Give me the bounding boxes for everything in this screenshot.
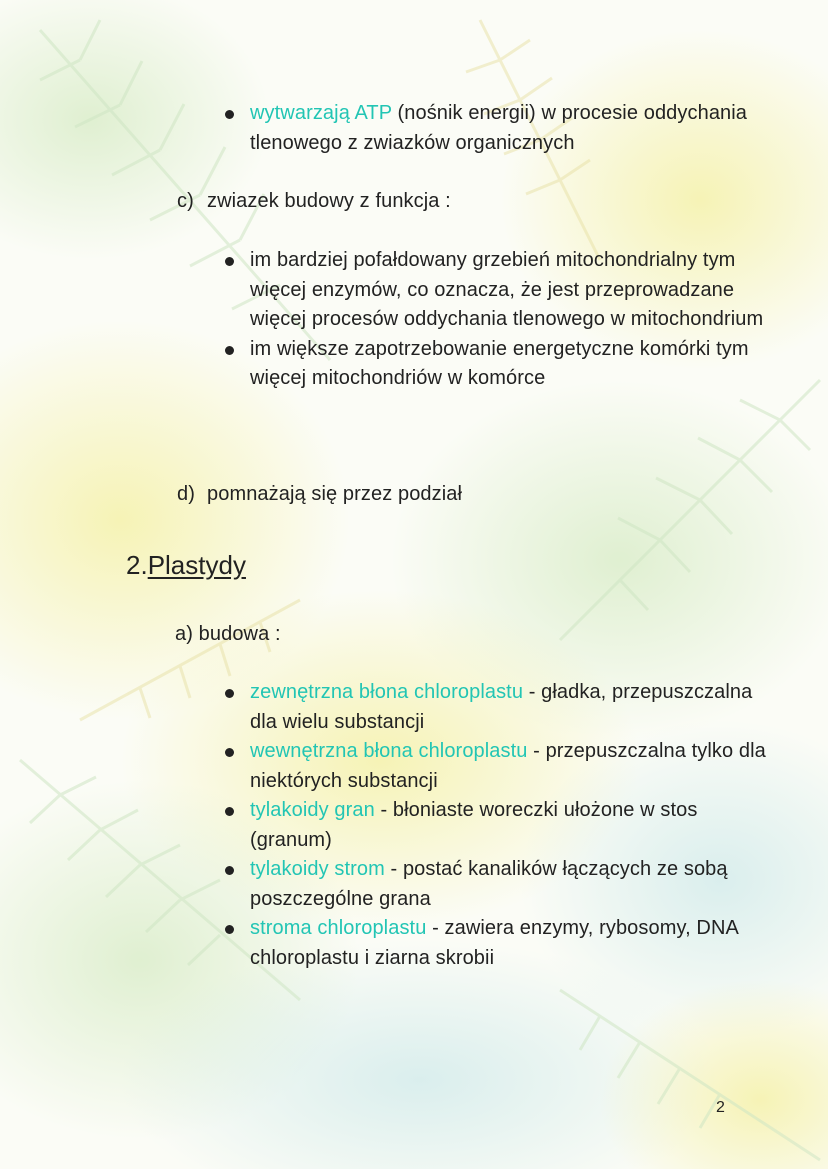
- highlighted-term: stroma chloroplastu: [250, 917, 427, 939]
- item-text: - postać kanalików łączących ze sobą poszczególne grana: [250, 858, 728, 910]
- item-text: - przepuszczalna tylko dla niektórych substancji: [250, 740, 766, 792]
- section-number: 2.: [126, 550, 148, 580]
- highlighted-term: wewnętrzna błona chloroplastu: [250, 740, 528, 762]
- subheading-text: zwiazek budowy z funkcja :: [207, 190, 451, 212]
- subheading-label: c): [177, 190, 194, 212]
- top-bullet-list: [222, 99, 782, 158]
- list-item: [222, 335, 782, 394]
- highlighted-term: wytwarzają ATP: [250, 102, 392, 124]
- list-item: [222, 914, 782, 973]
- list-item: [222, 855, 782, 914]
- highlighted-term: tylakoidy strom: [250, 858, 385, 880]
- subheading-label: a): [175, 623, 193, 645]
- page-number: 2: [716, 1099, 725, 1116]
- highlighted-term: zewnętrzna błona chloroplastu: [250, 681, 524, 703]
- a-bullet-list: [222, 678, 782, 973]
- subheading-text: budowa :: [198, 623, 281, 645]
- section-title: Plastydy: [147, 550, 246, 580]
- list-item: [222, 796, 782, 855]
- item-text: im większe zapotrzebowanie energetyczne komórki tym więcej mitochondriów w komórce: [250, 337, 749, 389]
- subheading-label: d): [177, 483, 195, 505]
- list-item: [222, 246, 782, 335]
- item-text: - zawiera enzymy, rybosomy, DNA chloroplastu i ziarna skrobii: [250, 917, 738, 969]
- list-item: [222, 737, 782, 796]
- item-text: - błoniaste woreczki ułożone w stos (granum): [250, 799, 698, 851]
- list-item: [222, 678, 782, 737]
- highlighted-term: tylakoidy gran: [250, 799, 375, 821]
- list-item: [222, 99, 782, 158]
- subheading-a: [175, 620, 281, 650]
- item-text: im bardziej pofałdowany grzebień mitochondrialny tym więcej enzymów, co oznacza, że jest przeprowadzane więcej procesów oddychania tlenowego w mitochondrium: [250, 249, 764, 330]
- item-text: (nośnik energii) w procesie oddychania tlenowego z zwiazków organicznych: [250, 102, 748, 154]
- section-heading: [126, 548, 246, 582]
- subheading-d: [177, 480, 462, 510]
- subheading-text: pomnażają się przez podział: [207, 483, 463, 505]
- subheading-c: [177, 187, 451, 217]
- c-bullet-list: [222, 246, 782, 394]
- item-text: - gładka, przepuszczalna dla wielu substancji: [250, 681, 753, 733]
